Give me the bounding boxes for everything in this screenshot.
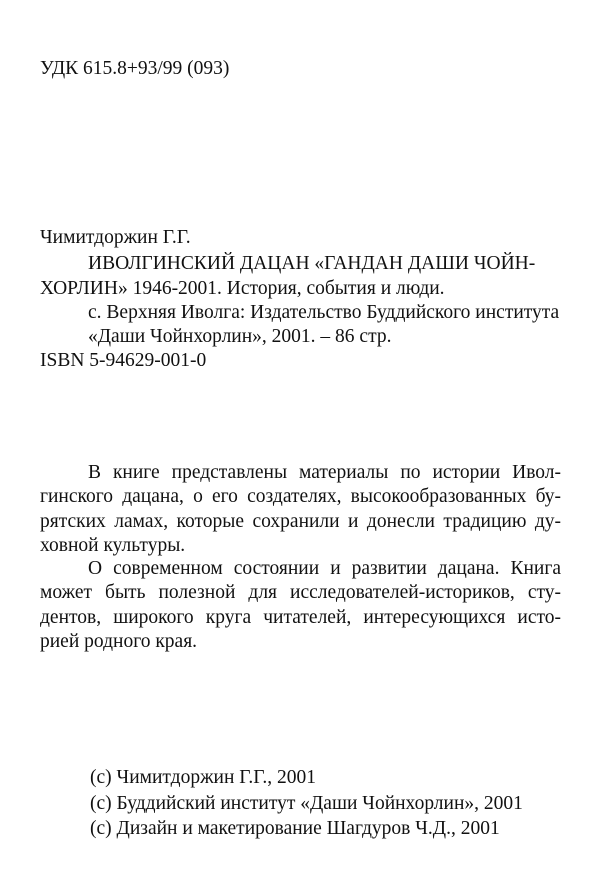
copyright-author: (с) Чимитдоржин Г.Г., 2001 xyxy=(90,767,316,788)
abstract-line: ховной культуры. xyxy=(40,534,186,556)
abstract-line: дентов, широкого круга читателей, интересующихся исто- xyxy=(40,606,561,628)
copyright-institute: (с) Буддийский институт «Даши Чойнхорлин», 2001 xyxy=(90,792,523,814)
publisher-line-1: с. Верхняя Иволга: Издательство Буддийского института xyxy=(88,302,560,323)
abstract-line: гинского дацана, о его создателях, высокообразованных бу- xyxy=(40,486,561,508)
abstract-line: может быть полезной для исследователей-историков, сту- xyxy=(40,582,561,604)
abstract-paragraph-1 xyxy=(40,461,561,558)
author-name: Чимитдоржин Г.Г. xyxy=(40,227,191,248)
abstract-paragraph-2 xyxy=(40,557,561,654)
abstract-line: В книге представлены материалы по истории Ивол- xyxy=(88,462,561,483)
book-title-line-1: ИВОЛГИНСКИЙ ДАЦАН «ГАНДАН ДАШИ ЧОЙН- xyxy=(88,253,536,274)
abstract-line: рятских ламах, которые сохранили и донесли традицию ду- xyxy=(40,510,561,532)
copyright-design: (с) Дизайн и макетирование Шагдуров Ч.Д., 2001 xyxy=(90,818,500,839)
abstract-line: рией родного края. xyxy=(40,630,198,652)
udk-classification: УДК 615.8+93/99 (093) xyxy=(40,58,230,79)
book-title-line-2: ХОРЛИН» 1946-2001. История, события и люди. xyxy=(40,278,445,299)
copyright-block xyxy=(90,765,523,842)
abstract-line: О современном состоянии и развитии дацана. Книга xyxy=(88,558,561,579)
isbn: ISBN 5-94629-001-0 xyxy=(40,350,207,371)
publisher-line-2: «Даши Чойнхорлин», 2001. – 86 стр. xyxy=(88,326,392,347)
